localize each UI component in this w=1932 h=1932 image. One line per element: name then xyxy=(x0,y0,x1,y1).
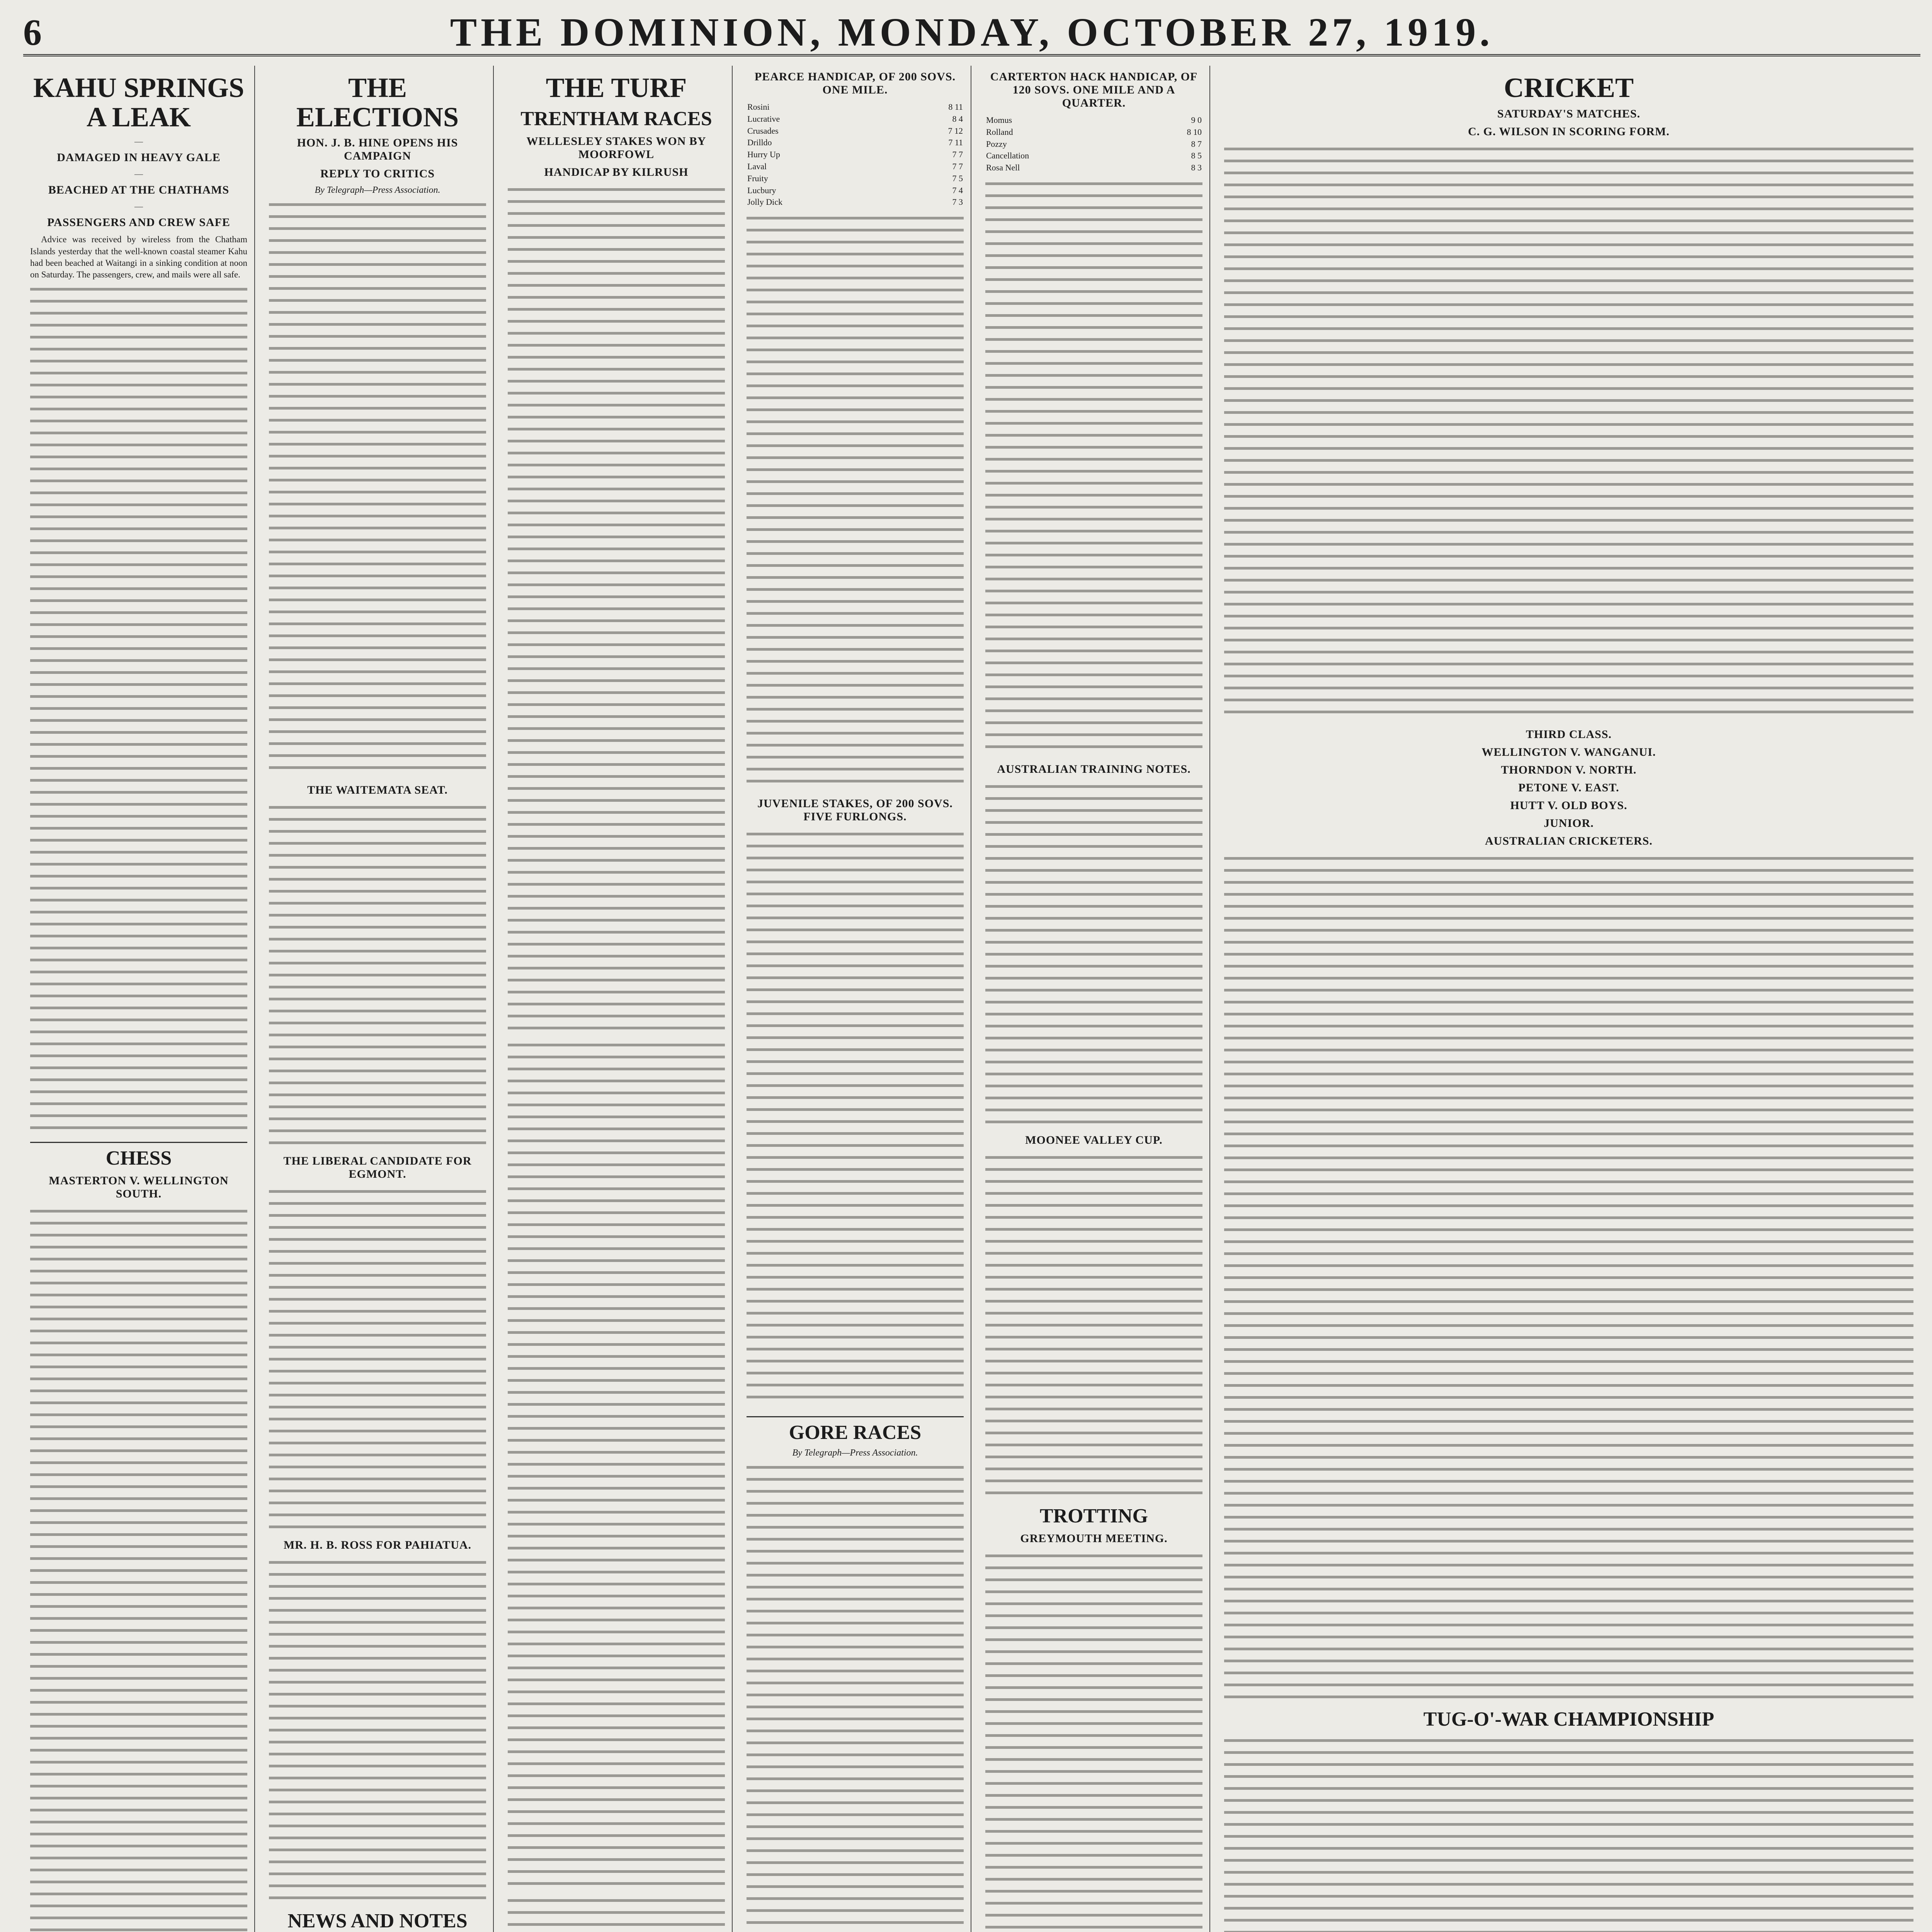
thorndon-north-heading: THORNDON V. NORTH. xyxy=(1501,763,1637,776)
weight: 7 3 xyxy=(952,197,963,207)
carterton-handicap-heading: CARTERTON HACK HANDICAP, OF 120 SOVS. ONE MILE AND A QUARTER. xyxy=(990,70,1198,109)
race-results xyxy=(747,212,964,792)
table-row xyxy=(747,196,964,208)
byline: By Telegraph—Press Association. xyxy=(792,1448,918,1458)
australian-cricketers-heading: AUSTRALIAN CRICKETERS. xyxy=(1485,834,1653,847)
page-number: 6 xyxy=(23,12,42,53)
chess-heading: CHESS xyxy=(105,1147,172,1169)
article-body xyxy=(508,1895,725,1932)
kahu-deck-1: DAMAGED IN HEAVY GALE xyxy=(57,151,221,164)
horse-name: Momus xyxy=(986,115,1012,125)
pahiatua-heading: MR. H. B. ROSS FOR PAHIATUA. xyxy=(283,1539,472,1552)
race-results xyxy=(747,1461,964,1932)
columns xyxy=(23,66,1920,1932)
article-body xyxy=(30,283,247,1133)
table-row xyxy=(747,125,964,137)
section-rule xyxy=(30,1142,247,1143)
column-4 xyxy=(740,66,971,1932)
elections-headline: THE ELECTIONS xyxy=(296,72,459,133)
kahu-lead-paragraph: Advice was received by wireless from the Chatham Islands yesterday that the well-known coastal steamer Kahu had been beached at Waitangi in a sinking condition at noon on Saturday. The passengers, crew, and mails were all safe. xyxy=(30,235,247,280)
table-row xyxy=(985,114,1202,126)
horse-name: Drilldo xyxy=(747,138,772,148)
race-results xyxy=(747,828,964,1408)
divider: — xyxy=(134,136,143,146)
table-row xyxy=(985,162,1202,174)
trotting-heading: TROTTING xyxy=(1039,1505,1148,1527)
article-body xyxy=(985,781,1202,1128)
cricket-deck-1: SATURDAY'S MATCHES. xyxy=(1497,107,1641,120)
news-heading: NEWS AND NOTES xyxy=(287,1910,468,1932)
greymouth-heading: GREYMOUTH MEETING. xyxy=(1020,1532,1168,1545)
weight: 7 12 xyxy=(948,126,963,136)
moonee-heading: MOONEE VALLEY CUP. xyxy=(1025,1133,1163,1146)
juvenile-heading: JUVENILE STAKES, OF 200 SOVS. FIVE FURLONGS. xyxy=(757,797,953,823)
article-body xyxy=(1224,852,1913,1702)
article-body xyxy=(269,1556,486,1904)
weight: 8 3 xyxy=(1191,163,1202,173)
table-row xyxy=(985,138,1202,150)
kahu-deck-2: BEACHED AT THE CHATHAMS xyxy=(48,184,230,197)
weight: 7 5 xyxy=(952,173,963,183)
horse-name: Rolland xyxy=(986,127,1013,137)
turf-headline: THE TURF xyxy=(546,72,687,103)
article-body xyxy=(508,184,725,1034)
tug-heading: TUG-O'-WAR CHAMPIONSHIP xyxy=(1423,1708,1714,1730)
chess-deck: MASTERTON V. WELLINGTON SOUTH. xyxy=(49,1174,229,1200)
turf-deck-1: WELLESLEY STAKES WON BY MOORFOWL xyxy=(526,134,706,161)
masthead xyxy=(23,8,1920,56)
waitemata-heading: THE WAITEMATA SEAT. xyxy=(307,784,448,797)
table-row xyxy=(747,101,964,113)
junior-heading: JUNIOR. xyxy=(1544,816,1594,830)
third-class-heading: THIRD CLASS. xyxy=(1526,728,1612,741)
article-body xyxy=(985,1151,1202,1499)
horse-name: Cancellation xyxy=(986,151,1029,161)
weight: 8 11 xyxy=(948,102,963,112)
weight: 8 4 xyxy=(952,114,963,124)
article-body xyxy=(269,801,486,1149)
petone-east-heading: PETONE V. EAST. xyxy=(1518,781,1619,794)
horse-name: Lucbury xyxy=(747,185,776,195)
weight: 7 7 xyxy=(952,161,963,171)
article-body xyxy=(1224,1735,1913,1932)
column-1 xyxy=(23,66,255,1932)
horse-name: Rosa Nell xyxy=(986,163,1020,173)
horse-name: Hurry Up xyxy=(747,150,780,160)
turf-deck-2: HANDICAP BY KILRUSH xyxy=(544,165,689,179)
column-5 xyxy=(978,66,1210,1932)
race-results xyxy=(985,178,1202,757)
kahu-deck-3: PASSENGERS AND CREW SAFE xyxy=(47,216,230,229)
article-body xyxy=(269,199,486,778)
elections-deck-1: HON. J. B. HINE OPENS HIS CAMPAIGN xyxy=(297,136,458,163)
table-row xyxy=(747,149,964,161)
article-body xyxy=(508,1039,725,1889)
australian-training-heading: AUSTRALIAN TRAINING NOTES. xyxy=(997,762,1191,776)
column-3 xyxy=(501,66,733,1932)
pearce-handicap-table xyxy=(747,101,964,208)
liberal-heading: THE LIBERAL CANDIDATE FOR EGMONT. xyxy=(283,1155,472,1181)
weight: 7 11 xyxy=(948,138,963,148)
horse-name: Fruity xyxy=(747,173,768,183)
article-body xyxy=(269,1185,486,1533)
carterton-handicap-table xyxy=(985,114,1202,174)
race-results xyxy=(985,1550,1202,1932)
byline: By Telegraph—Press Association. xyxy=(315,185,440,196)
weight: 7 4 xyxy=(952,185,963,195)
cricket-deck-2: C. G. WILSON IN SCORING FORM. xyxy=(1468,125,1670,138)
newspaper-title: THE DOMINION, MONDAY, OCTOBER 27, 1919. xyxy=(450,10,1494,54)
horse-name: Laval xyxy=(747,161,767,171)
elections-deck-2: REPLY TO CRITICS xyxy=(320,167,435,180)
table-row xyxy=(985,126,1202,138)
cricket-headline: CRICKET xyxy=(1503,72,1634,103)
table-row xyxy=(747,161,964,173)
gore-heading: GORE RACES xyxy=(789,1422,922,1444)
table-row xyxy=(747,113,964,125)
table-row xyxy=(985,150,1202,162)
weight: 8 5 xyxy=(1191,151,1202,161)
section-rule xyxy=(747,1416,964,1417)
wellington-wanganui-heading: WELLINGTON V. WANGANUI. xyxy=(1481,745,1656,759)
column-6 xyxy=(1217,66,1920,1932)
hutt-old-boys-heading: HUTT V. OLD BOYS. xyxy=(1510,799,1628,812)
kahu-headline: KAHU SPRINGS A LEAK xyxy=(33,72,245,133)
table-row xyxy=(747,137,964,149)
column-2 xyxy=(262,66,494,1932)
horse-name: Jolly Dick xyxy=(747,197,783,207)
divider: — xyxy=(134,201,143,211)
article-body xyxy=(30,1205,247,1932)
horse-name: Crusades xyxy=(747,126,779,136)
divider: — xyxy=(134,169,143,179)
table-row xyxy=(747,173,964,185)
horse-name: Lucrative xyxy=(747,114,780,124)
weight: 9 0 xyxy=(1191,115,1202,125)
trentham-heading: TRENTHAM RACES xyxy=(520,107,712,130)
weight: 8 10 xyxy=(1187,127,1202,137)
horse-name: Pozzy xyxy=(986,139,1007,149)
table-row xyxy=(747,185,964,197)
weight: 7 7 xyxy=(952,150,963,160)
weight: 8 7 xyxy=(1191,139,1202,149)
horse-name: Rosini xyxy=(747,102,770,112)
pearce-handicap-heading: PEARCE HANDICAP, OF 200 SOVS. ONE MILE. xyxy=(754,70,956,96)
article-body xyxy=(1224,143,1913,723)
